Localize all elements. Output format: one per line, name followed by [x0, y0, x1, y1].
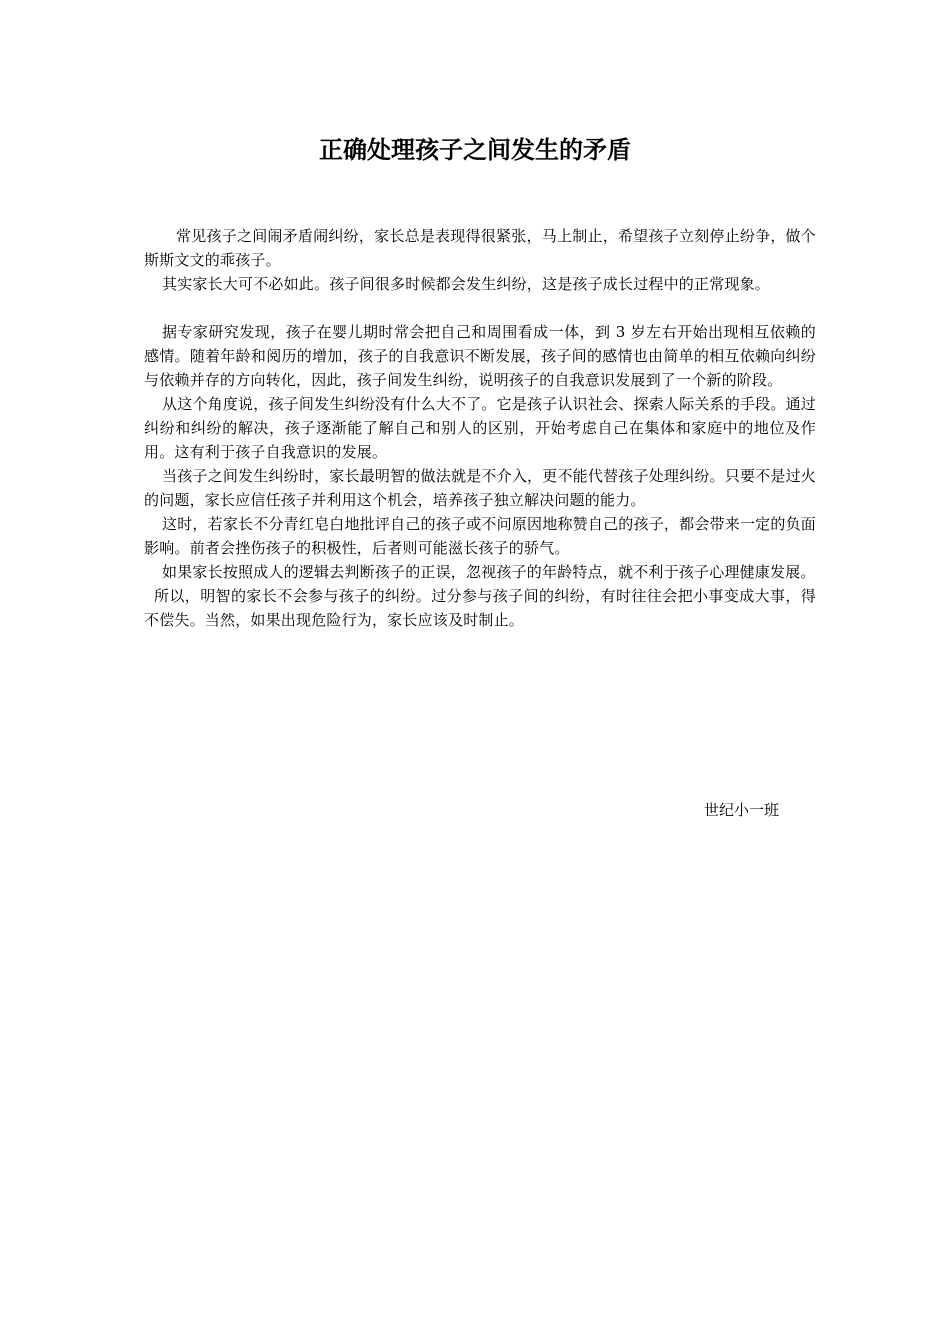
paragraph-7: 如果家长按照成人的逻辑去判断孩子的正误，忽视孩子的年龄特点，就不利于孩子心理健康发展。 [162, 563, 816, 581]
document-body [144, 224, 816, 632]
document-title: 正确处理孩子之间发生的矛盾 [319, 136, 631, 164]
paragraph-5: 当孩子之间发生纠纷时，家长最明智的做法就是不介入，更不能代替孩子处理纠纷。只要不是过火的问题，家长应信任孩子并利用这个机会，培养孩子独立解决问题的能力。 [144, 467, 816, 509]
paragraph-2: 其实家长大可不必如此。孩子间很多时候都会发生纠纷，这是孩子成长过程中的正常现象。 [162, 275, 771, 293]
signature: 世纪小一班 [704, 801, 780, 819]
paragraph-spacer [144, 296, 816, 320]
paragraph-6: 这时，若家长不分青红皂白地批评自己的孩子或不问原因地称赞自己的孩子，都会带来一定的负面影响。前者会挫伤孩子的积极性，后者则可能滋长孩子的骄气。 [144, 515, 816, 557]
paragraph-1: 常见孩子之间闹矛盾闹纠纷，家长总是表现得很紧张，马上制止，希望孩子立刻停止纷争，做个斯斯文文的乖孩子。 [144, 227, 816, 269]
paragraph-8: 所以，明智的家长不会参与孩子的纠纷。过分参与孩子间的纠纷，有时往往会把小事变成大事，得不偿失。当然，如果出现危险行为，家长应该及时制止。 [144, 587, 816, 629]
paragraph-4: 从这个角度说，孩子间发生纠纷没有什么大不了。它是孩子认识社会、探索人际关系的手段。通过纠纷和纠纷的解决，孩子逐渐能了解自己和别人的区别，开始考虑自己在集体和家庭中的地位及作用。这有利于孩子自我意识的发展。 [144, 395, 816, 461]
paragraph-3: 据专家研究发现，孩子在婴儿期时常会把自己和周围看成一体，到 3 岁左右开始出现相互依赖的感情。随着年龄和阅历的增加，孩子的自我意识不断发展，孩子间的感情也由简单的相互依赖向纠纷与依赖并存的方向转化，因此，孩子间发生纠纷，说明孩子的自我意识发展到了一个新的阶段。 [144, 323, 816, 389]
